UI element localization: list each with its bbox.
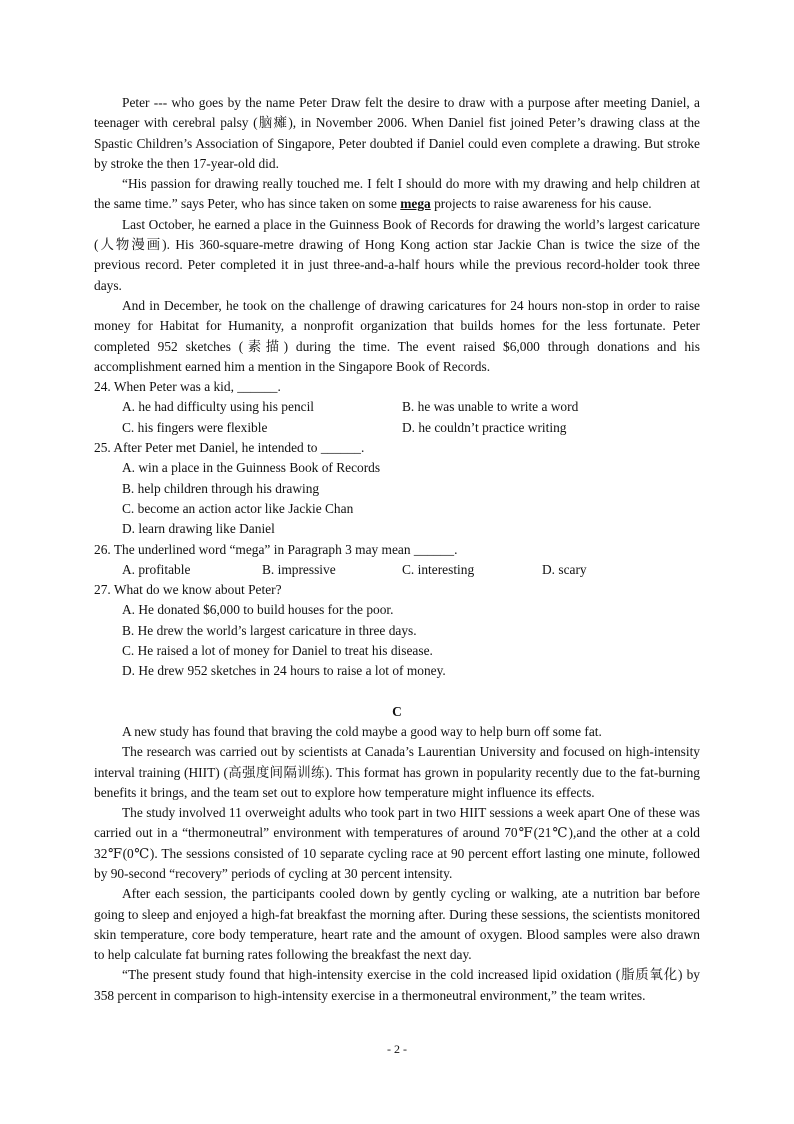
- option: A. profitable: [122, 561, 191, 577]
- question-26: [94, 540, 700, 581]
- option: C. his fingers were flexible: [122, 419, 268, 435]
- text: projects to raise awareness for his cause.: [430, 196, 652, 212]
- option: B. help children through his drawing: [122, 480, 320, 496]
- option: A. win a place in the Guinness Book of Records: [122, 460, 381, 476]
- option: C. become an action actor like Jackie Chan: [122, 500, 354, 516]
- section-heading: C: [392, 703, 402, 719]
- paragraph: “The present study found that high-intensity exercise in the cold increased lipid oxidation (脂质氧化) by 358 percent in comparison to high-intensity exercise in a thermoneutral environment,” the team writes.: [94, 967, 700, 1003]
- question-stem: 26. The underlined word “mega” in Paragraph 3 may mean ______.: [94, 541, 458, 557]
- question-27: [94, 580, 700, 681]
- option: B. he was unable to write a word: [402, 399, 579, 415]
- paragraph: After each session, the participants cooled down by gently cycling or walking, ate a nutrition bar before going to sleep and enjoyed a high-fat breakfast the morning after. During these sessions, the scientists monitored skin temperature, core body temperature, heart rate and the amount of oxygen. Blood samples were also drawn to help calculate fat burning rates following the breakfast the next day.: [94, 886, 700, 963]
- option: D. learn drawing like Daniel: [122, 521, 275, 537]
- page-number: - 2 -: [387, 1042, 407, 1056]
- passage-b: [94, 93, 700, 1006]
- underlined-word: mega: [400, 196, 431, 212]
- option: A. he had difficulty using his pencil: [122, 399, 315, 415]
- paragraph: A new study has found that braving the cold maybe a good way to help burn off some fat.: [122, 723, 602, 739]
- option: A. He donated $6,000 to build houses for the poor.: [122, 602, 394, 618]
- option: D. he couldn’t practice writing: [402, 419, 567, 435]
- question-25: [94, 438, 700, 539]
- paragraph: The research was carried out by scientists at Canada’s Laurentian University and focused on high-intensity interval training (HIIT) (高强度间隔训练). This format has grown in popularity recently due to the fat-burning benefits it brings, and the team set out to explore how temperature might influence its effects.: [94, 744, 700, 800]
- paragraph: The study involved 11 overweight adults who took part in two HIIT sessions a week apart One of these was carried out in a “thermoneutral” environment with temperatures of around 70℉(21℃),and the other at a cold 32℉(0℃). The sessions consisted of 10 separate cycling race at 90 percent effort lasting one minute, followed by 90-second “recovery” periods of cycling at 30 percent intensity.: [94, 805, 700, 881]
- option: D. He drew 952 sketches in 24 hours to raise a lot of money.: [122, 663, 446, 679]
- option: B. He drew the world’s largest caricature in three days.: [122, 622, 417, 638]
- paragraph: Peter --- who goes by the name Peter Draw felt the desire to draw with a purpose after meeting Daniel, a teenager with cerebral palsy (脑瘫), in November 2006. When Daniel fist joined Peter’s drawing class at the Spastic Children’s Association of Singapore, Peter doubted if Daniel could even complete a drawing. But stroke by stroke the then 17-year-old did.: [94, 95, 700, 171]
- question-24: [94, 377, 700, 438]
- option: B. impressive: [262, 561, 336, 577]
- paragraph: Last October, he earned a place in the Guinness Book of Records for drawing the world’s largest caricature (人物漫画). His 360-square-metre drawing of Hong Kong action star Jackie Chan is twice the size of the previous record. Peter completed it in just three-and-a-half hours while the previous record-holder took three days.: [94, 216, 700, 293]
- option: D. scary: [542, 561, 587, 577]
- paragraph: And in December, he took on the challenge of drawing caricatures for 24 hours non-stop in order to raise money for Habitat for Humanity, a nonprofit organization that builds homes for the less fortunate. Peter completed 952 sketches (素描) during the time. The event raised $6,000 through donations and his accomplishment earned him a mention in the Singapore Book of Records.: [94, 297, 700, 374]
- text: “His passion for drawing really touched me. I felt I should do more with my drawing and help children at the same time.” says Peter, who has since taken on some: [94, 176, 700, 212]
- question-stem: 24. When Peter was a kid, ______.: [94, 379, 281, 395]
- question-stem: 27. What do we know about Peter?: [94, 582, 282, 598]
- question-stem: 25. After Peter met Daniel, he intended to ______.: [94, 440, 365, 456]
- paragraph: [94, 174, 700, 215]
- option: C. interesting: [402, 561, 475, 577]
- option: C. He raised a lot of money for Daniel to treat his disease.: [122, 643, 433, 659]
